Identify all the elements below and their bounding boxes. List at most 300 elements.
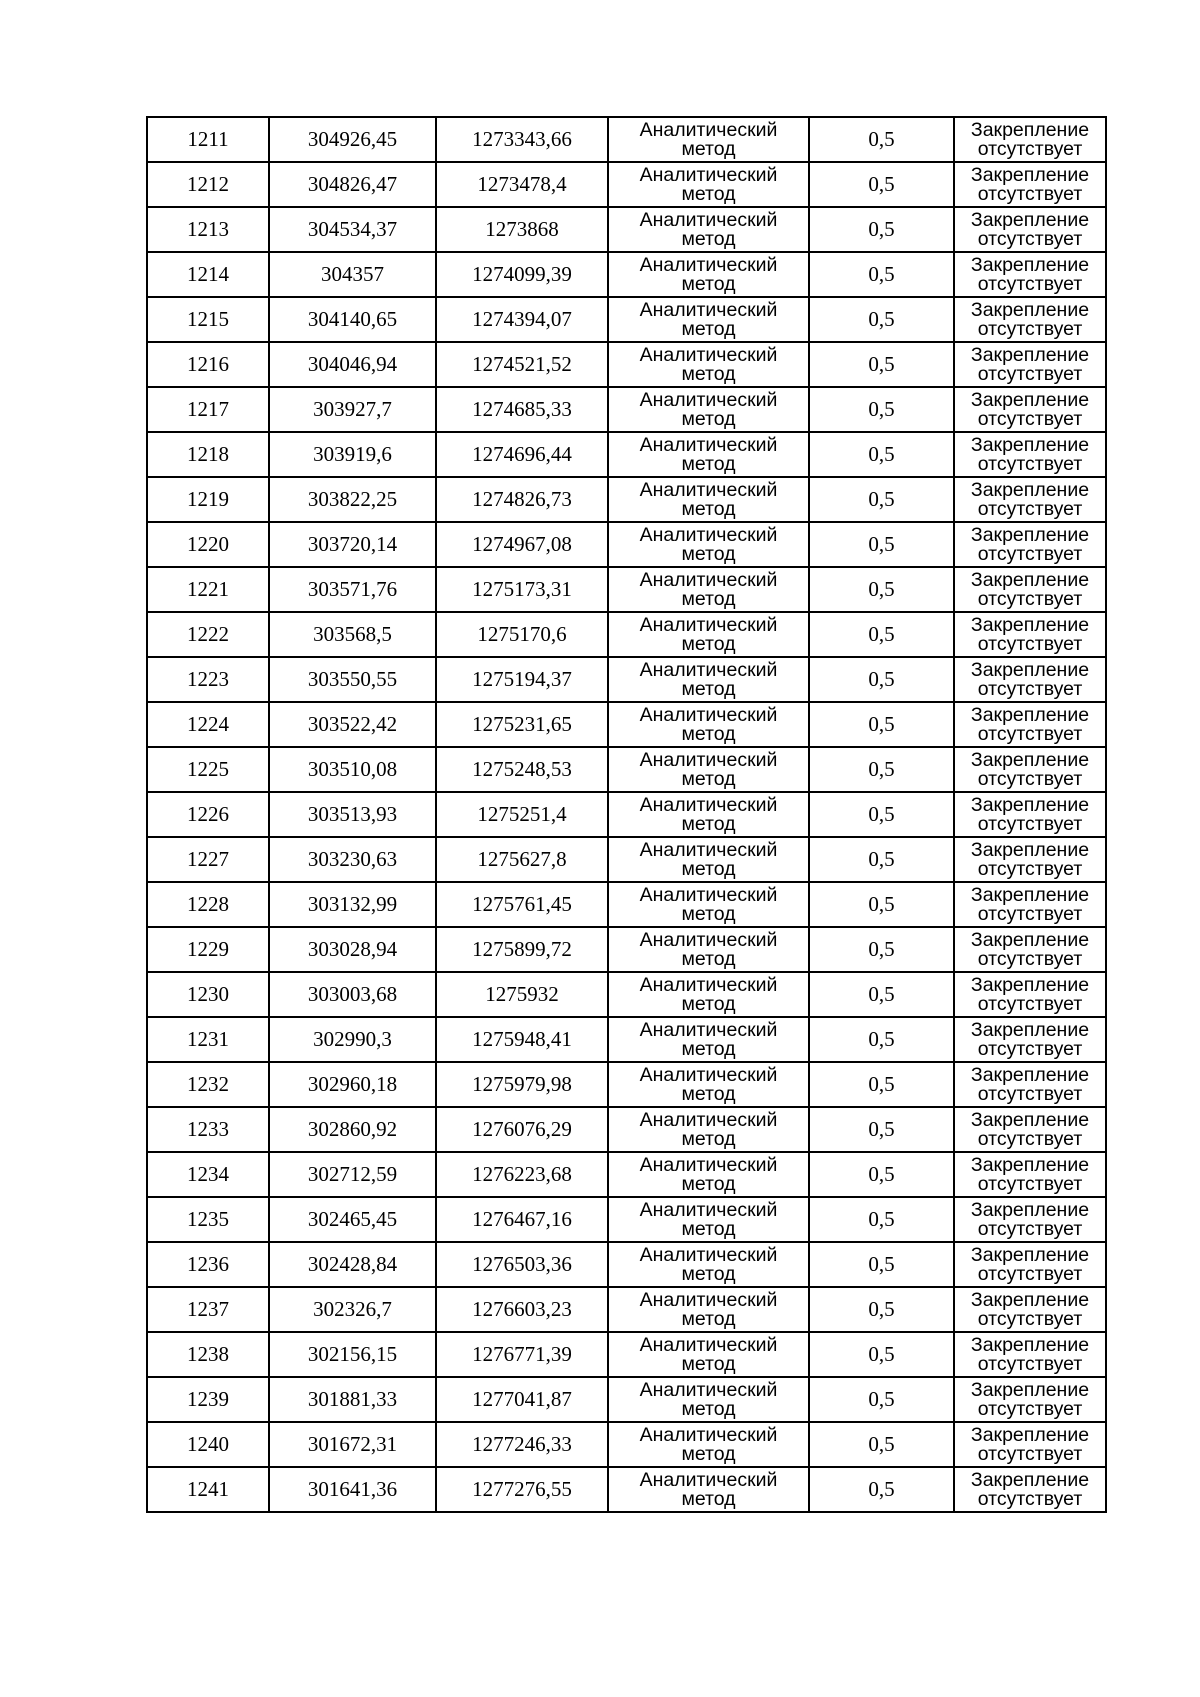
point-number-cell: 1222 <box>147 612 269 657</box>
method-text-line: Аналитический <box>639 1063 778 1086</box>
method-cell <box>608 1467 809 1512</box>
fixation-text-line: Закрепление <box>970 1333 1090 1356</box>
point-number-cell: 1240 <box>147 1422 269 1467</box>
fixation-text-line: Закрепление <box>970 1018 1090 1041</box>
method-text-line: Аналитический <box>639 1243 778 1266</box>
fixation-text-line: отсутствует <box>977 632 1083 655</box>
point-number-cell: 1241 <box>147 1467 269 1512</box>
accuracy-cell: 0,5 <box>809 747 954 792</box>
fixation-text-line: отсутствует <box>977 227 1083 250</box>
method-text-line: метод <box>681 497 736 520</box>
point-number-cell: 1235 <box>147 1197 269 1242</box>
y-coordinate-cell: 1274099,39 <box>436 252 608 297</box>
accuracy-cell: 0,5 <box>809 1107 954 1152</box>
fixation-text-line: отсутствует <box>977 1442 1083 1465</box>
fixation-text-line: отсутствует <box>977 812 1083 835</box>
point-number-cell: 1238 <box>147 1332 269 1377</box>
method-text-line: метод <box>681 812 736 835</box>
x-coordinate-cell: 303720,14 <box>269 522 436 567</box>
x-coordinate-cell: 301641,36 <box>269 1467 436 1512</box>
table-row <box>147 117 1106 162</box>
point-number-cell: 1213 <box>147 207 269 252</box>
x-coordinate-cell: 304534,37 <box>269 207 436 252</box>
fixation-text-line: Закрепление <box>970 793 1090 816</box>
x-coordinate-cell: 303571,76 <box>269 567 436 612</box>
method-cell <box>608 1242 809 1287</box>
point-number-cell: 1214 <box>147 252 269 297</box>
method-text-line: Аналитический <box>639 1108 778 1131</box>
method-text-line: метод <box>681 1037 736 1060</box>
method-text-line: метод <box>681 857 736 880</box>
point-number-cell: 1219 <box>147 477 269 522</box>
fixation-text-line: Закрепление <box>970 1378 1090 1401</box>
method-text-line: Аналитический <box>639 883 778 906</box>
table-row <box>147 567 1106 612</box>
fixation-text-line: Закрепление <box>970 748 1090 771</box>
point-number-cell: 1233 <box>147 1107 269 1152</box>
fixation-text-line: отсутствует <box>977 137 1083 160</box>
x-coordinate-cell: 303028,94 <box>269 927 436 972</box>
method-text-line: метод <box>681 272 736 295</box>
method-text-line: Аналитический <box>639 118 778 141</box>
method-text-line: Аналитический <box>639 748 778 771</box>
method-text-line: метод <box>681 542 736 565</box>
fixation-text-line: Закрепление <box>970 478 1090 501</box>
fixation-cell <box>954 297 1106 342</box>
fixation-text-line: отсутствует <box>977 407 1083 430</box>
method-cell <box>608 432 809 477</box>
y-coordinate-cell: 1277246,33 <box>436 1422 608 1467</box>
point-number-cell: 1218 <box>147 432 269 477</box>
x-coordinate-cell: 302428,84 <box>269 1242 436 1287</box>
y-coordinate-cell: 1274521,52 <box>436 342 608 387</box>
table-row <box>147 612 1106 657</box>
y-coordinate-cell: 1274696,44 <box>436 432 608 477</box>
fixation-cell <box>954 882 1106 927</box>
table-row <box>147 252 1106 297</box>
x-coordinate-cell: 304826,47 <box>269 162 436 207</box>
method-text-line: Аналитический <box>639 1378 778 1401</box>
fixation-text-line: Закрепление <box>970 208 1090 231</box>
accuracy-cell: 0,5 <box>809 927 954 972</box>
method-text-line: метод <box>681 1352 736 1375</box>
y-coordinate-cell: 1275899,72 <box>436 927 608 972</box>
method-cell <box>608 1152 809 1197</box>
method-cell <box>608 1107 809 1152</box>
fixation-cell <box>954 432 1106 477</box>
x-coordinate-cell: 302326,7 <box>269 1287 436 1332</box>
x-coordinate-cell: 303230,63 <box>269 837 436 882</box>
x-coordinate-cell: 303513,93 <box>269 792 436 837</box>
fixation-text-line: Закрепление <box>970 1288 1090 1311</box>
fixation-cell <box>954 387 1106 432</box>
method-text-line: метод <box>681 182 736 205</box>
fixation-text-line: отсутствует <box>977 1037 1083 1060</box>
table-row <box>147 837 1106 882</box>
method-cell <box>608 387 809 432</box>
fixation-cell <box>954 1422 1106 1467</box>
fixation-cell <box>954 1467 1106 1512</box>
method-text-line: Аналитический <box>639 703 778 726</box>
method-text-line: Аналитический <box>639 523 778 546</box>
fixation-text-line: отсутствует <box>977 497 1083 520</box>
x-coordinate-cell: 301881,33 <box>269 1377 436 1422</box>
table-row <box>147 432 1106 477</box>
point-number-cell: 1229 <box>147 927 269 972</box>
fixation-text-line: Закрепление <box>970 658 1090 681</box>
x-coordinate-cell: 303919,6 <box>269 432 436 477</box>
point-number-cell: 1224 <box>147 702 269 747</box>
fixation-text-line: Закрепление <box>970 1423 1090 1446</box>
fixation-text-line: Закрепление <box>970 523 1090 546</box>
accuracy-cell: 0,5 <box>809 252 954 297</box>
fixation-text-line: отсутствует <box>977 947 1083 970</box>
point-number-cell: 1223 <box>147 657 269 702</box>
y-coordinate-cell: 1275761,45 <box>436 882 608 927</box>
y-coordinate-cell: 1277041,87 <box>436 1377 608 1422</box>
table-row <box>147 207 1106 252</box>
y-coordinate-cell: 1273343,66 <box>436 117 608 162</box>
point-number-cell: 1232 <box>147 1062 269 1107</box>
table-row <box>147 522 1106 567</box>
y-coordinate-cell: 1275948,41 <box>436 1017 608 1062</box>
x-coordinate-cell: 304140,65 <box>269 297 436 342</box>
method-text-line: метод <box>681 137 736 160</box>
accuracy-cell: 0,5 <box>809 1422 954 1467</box>
method-cell <box>608 1377 809 1422</box>
y-coordinate-cell: 1275231,65 <box>436 702 608 747</box>
fixation-cell <box>954 117 1106 162</box>
y-coordinate-cell: 1276467,16 <box>436 1197 608 1242</box>
method-text-line: Аналитический <box>639 928 778 951</box>
fixation-text-line: Закрепление <box>970 1108 1090 1131</box>
method-cell <box>608 792 809 837</box>
point-number-cell: 1216 <box>147 342 269 387</box>
accuracy-cell: 0,5 <box>809 342 954 387</box>
fixation-text-line: Закрепление <box>970 703 1090 726</box>
fixation-text-line: отсутствует <box>977 767 1083 790</box>
x-coordinate-cell: 303568,5 <box>269 612 436 657</box>
fixation-cell <box>954 1197 1106 1242</box>
table-row <box>147 387 1106 432</box>
fixation-cell <box>954 1287 1106 1332</box>
table-row <box>147 1107 1106 1152</box>
accuracy-cell: 0,5 <box>809 1017 954 1062</box>
fixation-text-line: отсутствует <box>977 452 1083 475</box>
method-text-line: Аналитический <box>639 1333 778 1356</box>
y-coordinate-cell: 1276503,36 <box>436 1242 608 1287</box>
fixation-text-line: отсутствует <box>977 677 1083 700</box>
fixation-text-line: отсутствует <box>977 587 1083 610</box>
method-text-line: метод <box>681 317 736 340</box>
fixation-text-line: отсутствует <box>977 722 1083 745</box>
y-coordinate-cell: 1274967,08 <box>436 522 608 567</box>
accuracy-cell: 0,5 <box>809 207 954 252</box>
y-coordinate-cell: 1275173,31 <box>436 567 608 612</box>
method-cell <box>608 477 809 522</box>
accuracy-cell: 0,5 <box>809 522 954 567</box>
point-number-cell: 1211 <box>147 117 269 162</box>
coordinates-table <box>146 116 1107 1513</box>
accuracy-cell: 0,5 <box>809 837 954 882</box>
method-text-line: метод <box>681 767 736 790</box>
point-number-cell: 1221 <box>147 567 269 612</box>
fixation-cell <box>954 162 1106 207</box>
method-text-line: Аналитический <box>639 1288 778 1311</box>
y-coordinate-cell: 1277276,55 <box>436 1467 608 1512</box>
fixation-text-line: отсутствует <box>977 1487 1083 1510</box>
method-text-line: метод <box>681 1172 736 1195</box>
method-cell <box>608 612 809 657</box>
fixation-text-line: Закрепление <box>970 343 1090 366</box>
fixation-cell <box>954 1152 1106 1197</box>
x-coordinate-cell: 302960,18 <box>269 1062 436 1107</box>
method-cell <box>608 252 809 297</box>
method-text-line: метод <box>681 1397 736 1420</box>
accuracy-cell: 0,5 <box>809 1332 954 1377</box>
method-text-line: Аналитический <box>639 433 778 456</box>
fixation-text-line: Закрепление <box>970 163 1090 186</box>
table-row <box>147 1467 1106 1512</box>
table-row <box>147 162 1106 207</box>
fixation-text-line: Закрепление <box>970 1063 1090 1086</box>
accuracy-cell: 0,5 <box>809 1197 954 1242</box>
fixation-text-line: отсутствует <box>977 902 1083 925</box>
y-coordinate-cell: 1275170,6 <box>436 612 608 657</box>
method-text-line: метод <box>681 632 736 655</box>
table-row <box>147 297 1106 342</box>
method-text-line: Аналитический <box>639 1018 778 1041</box>
fixation-text-line: отсутствует <box>977 272 1083 295</box>
point-number-cell: 1237 <box>147 1287 269 1332</box>
method-text-line: Аналитический <box>639 208 778 231</box>
x-coordinate-cell: 302465,45 <box>269 1197 436 1242</box>
y-coordinate-cell: 1273478,4 <box>436 162 608 207</box>
x-coordinate-cell: 303522,42 <box>269 702 436 747</box>
y-coordinate-cell: 1273868 <box>436 207 608 252</box>
method-text-line: Аналитический <box>639 1153 778 1176</box>
point-number-cell: 1230 <box>147 972 269 1017</box>
method-text-line: Аналитический <box>639 388 778 411</box>
y-coordinate-cell: 1275979,98 <box>436 1062 608 1107</box>
x-coordinate-cell: 302156,15 <box>269 1332 436 1377</box>
accuracy-cell: 0,5 <box>809 1242 954 1287</box>
point-number-cell: 1227 <box>147 837 269 882</box>
y-coordinate-cell: 1274826,73 <box>436 477 608 522</box>
table-row <box>147 1377 1106 1422</box>
method-text-line: метод <box>681 1307 736 1330</box>
y-coordinate-cell: 1275251,4 <box>436 792 608 837</box>
method-text-line: метод <box>681 1442 736 1465</box>
table-row <box>147 477 1106 522</box>
method-text-line: Аналитический <box>639 163 778 186</box>
fixation-text-line: отсутствует <box>977 1397 1083 1420</box>
fixation-cell <box>954 342 1106 387</box>
method-cell <box>608 972 809 1017</box>
x-coordinate-cell: 303927,7 <box>269 387 436 432</box>
method-text-line: метод <box>681 992 736 1015</box>
fixation-text-line: отсутствует <box>977 992 1083 1015</box>
table-row <box>147 1287 1106 1332</box>
method-cell <box>608 1017 809 1062</box>
fixation-text-line: отсутствует <box>977 1172 1083 1195</box>
x-coordinate-cell: 303510,08 <box>269 747 436 792</box>
method-text-line: Аналитический <box>639 1423 778 1446</box>
x-coordinate-cell: 303550,55 <box>269 657 436 702</box>
fixation-cell <box>954 747 1106 792</box>
method-text-line: метод <box>681 1262 736 1285</box>
fixation-text-line: отсутствует <box>977 542 1083 565</box>
fixation-text-line: отсутствует <box>977 1127 1083 1150</box>
y-coordinate-cell: 1275627,8 <box>436 837 608 882</box>
method-text-line: метод <box>681 452 736 475</box>
point-number-cell: 1212 <box>147 162 269 207</box>
accuracy-cell: 0,5 <box>809 117 954 162</box>
accuracy-cell: 0,5 <box>809 477 954 522</box>
method-text-line: Аналитический <box>639 838 778 861</box>
fixation-text-line: Закрепление <box>970 118 1090 141</box>
method-cell <box>608 837 809 882</box>
point-number-cell: 1220 <box>147 522 269 567</box>
method-cell <box>608 1287 809 1332</box>
fixation-cell <box>954 1377 1106 1422</box>
method-cell <box>608 1332 809 1377</box>
table-row <box>147 1242 1106 1287</box>
accuracy-cell: 0,5 <box>809 162 954 207</box>
method-text-line: метод <box>681 722 736 745</box>
method-text-line: метод <box>681 362 736 385</box>
accuracy-cell: 0,5 <box>809 612 954 657</box>
method-text-line: Аналитический <box>639 478 778 501</box>
method-cell <box>608 162 809 207</box>
method-text-line: Аналитический <box>639 973 778 996</box>
point-number-cell: 1239 <box>147 1377 269 1422</box>
table-row <box>147 792 1106 837</box>
y-coordinate-cell: 1276223,68 <box>436 1152 608 1197</box>
fixation-cell <box>954 1017 1106 1062</box>
table-body <box>147 117 1106 1512</box>
x-coordinate-cell: 304357 <box>269 252 436 297</box>
point-number-cell: 1231 <box>147 1017 269 1062</box>
x-coordinate-cell: 302990,3 <box>269 1017 436 1062</box>
method-text-line: Аналитический <box>639 658 778 681</box>
fixation-cell <box>954 792 1106 837</box>
accuracy-cell: 0,5 <box>809 1287 954 1332</box>
fixation-cell <box>954 522 1106 567</box>
fixation-text-line: Закрепление <box>970 433 1090 456</box>
fixation-text-line: Закрепление <box>970 973 1090 996</box>
x-coordinate-cell: 303132,99 <box>269 882 436 927</box>
point-number-cell: 1228 <box>147 882 269 927</box>
method-cell <box>608 342 809 387</box>
fixation-text-line: Закрепление <box>970 568 1090 591</box>
point-number-cell: 1236 <box>147 1242 269 1287</box>
accuracy-cell: 0,5 <box>809 387 954 432</box>
accuracy-cell: 0,5 <box>809 297 954 342</box>
accuracy-cell: 0,5 <box>809 1467 954 1512</box>
fixation-text-line: отсутствует <box>977 362 1083 385</box>
table-row <box>147 342 1106 387</box>
y-coordinate-cell: 1274394,07 <box>436 297 608 342</box>
y-coordinate-cell: 1275932 <box>436 972 608 1017</box>
method-text-line: Аналитический <box>639 568 778 591</box>
accuracy-cell: 0,5 <box>809 702 954 747</box>
x-coordinate-cell: 303822,25 <box>269 477 436 522</box>
point-number-cell: 1226 <box>147 792 269 837</box>
table-row <box>147 1332 1106 1377</box>
method-text-line: Аналитический <box>639 613 778 636</box>
method-text-line: Аналитический <box>639 253 778 276</box>
y-coordinate-cell: 1276603,23 <box>436 1287 608 1332</box>
accuracy-cell: 0,5 <box>809 1152 954 1197</box>
accuracy-cell: 0,5 <box>809 882 954 927</box>
fixation-cell <box>954 657 1106 702</box>
fixation-cell <box>954 567 1106 612</box>
fixation-cell <box>954 702 1106 747</box>
method-cell <box>608 1062 809 1107</box>
method-cell <box>608 117 809 162</box>
fixation-cell <box>954 972 1106 1017</box>
fixation-cell <box>954 1332 1106 1377</box>
table-row <box>147 702 1106 747</box>
method-text-line: Аналитический <box>639 793 778 816</box>
fixation-text-line: отсутствует <box>977 1352 1083 1375</box>
fixation-text-line: Закрепление <box>970 883 1090 906</box>
accuracy-cell: 0,5 <box>809 1062 954 1107</box>
method-cell <box>608 747 809 792</box>
y-coordinate-cell: 1275248,53 <box>436 747 608 792</box>
method-text-line: метод <box>681 227 736 250</box>
method-cell <box>608 702 809 747</box>
method-cell <box>608 927 809 972</box>
fixation-text-line: отсутствует <box>977 1307 1083 1330</box>
point-number-cell: 1215 <box>147 297 269 342</box>
table-row <box>147 882 1106 927</box>
method-text-line: метод <box>681 1082 736 1105</box>
method-text-line: Аналитический <box>639 1468 778 1491</box>
method-cell <box>608 1197 809 1242</box>
x-coordinate-cell: 304926,45 <box>269 117 436 162</box>
method-text-line: метод <box>681 407 736 430</box>
table-row <box>147 747 1106 792</box>
table-row <box>147 1017 1106 1062</box>
accuracy-cell: 0,5 <box>809 432 954 477</box>
accuracy-cell: 0,5 <box>809 657 954 702</box>
method-cell <box>608 657 809 702</box>
method-cell <box>608 297 809 342</box>
accuracy-cell: 0,5 <box>809 567 954 612</box>
fixation-text-line: отсутствует <box>977 317 1083 340</box>
method-text-line: Аналитический <box>639 343 778 366</box>
fixation-text-line: отсутствует <box>977 857 1083 880</box>
point-number-cell: 1225 <box>147 747 269 792</box>
x-coordinate-cell: 301672,31 <box>269 1422 436 1467</box>
fixation-text-line: Закрепление <box>970 253 1090 276</box>
method-text-line: метод <box>681 1127 736 1150</box>
fixation-text-line: Закрепление <box>970 388 1090 411</box>
accuracy-cell: 0,5 <box>809 972 954 1017</box>
accuracy-cell: 0,5 <box>809 1377 954 1422</box>
y-coordinate-cell: 1276076,29 <box>436 1107 608 1152</box>
point-number-cell: 1234 <box>147 1152 269 1197</box>
table-row <box>147 927 1106 972</box>
method-text-line: метод <box>681 902 736 925</box>
method-cell <box>608 522 809 567</box>
fixation-cell <box>954 1107 1106 1152</box>
method-text-line: Аналитический <box>639 1198 778 1221</box>
fixation-cell <box>954 837 1106 882</box>
method-text-line: Аналитический <box>639 298 778 321</box>
